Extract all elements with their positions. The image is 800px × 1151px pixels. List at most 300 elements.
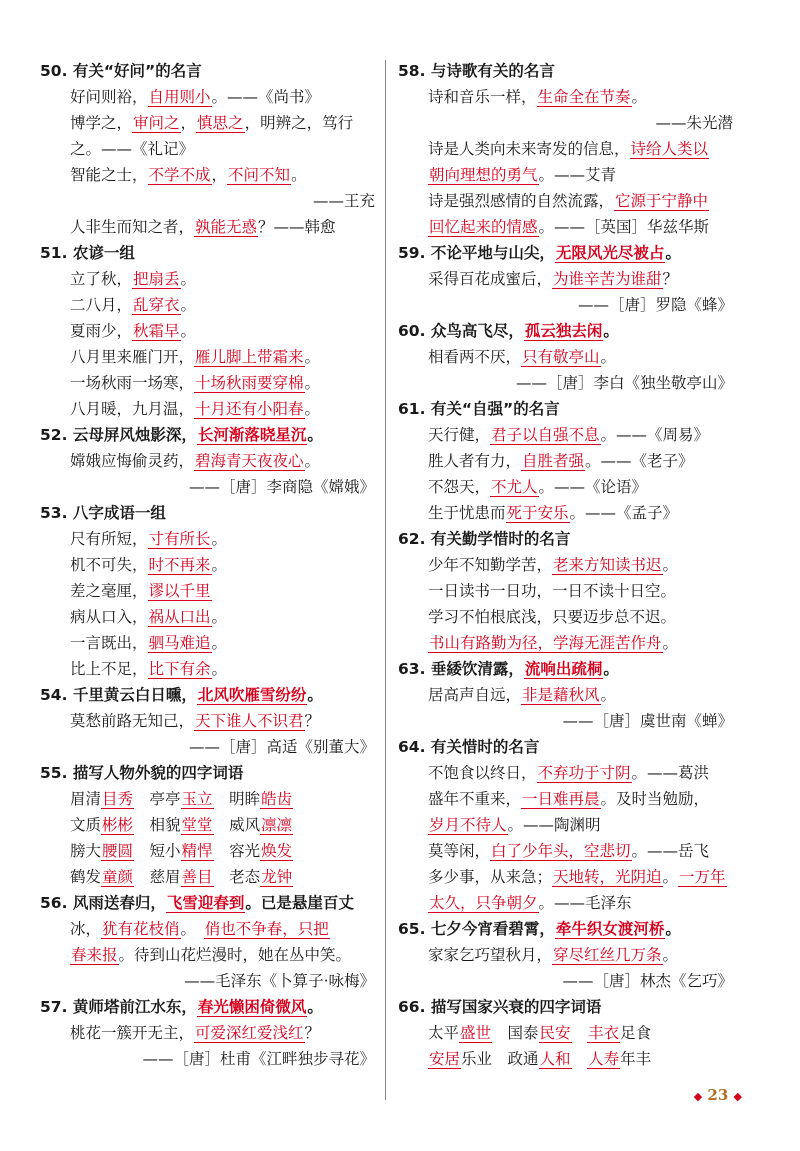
text-segment: 。: [211, 634, 228, 652]
text-line: [398, 838, 733, 864]
text-segment: 机不可失，: [70, 556, 148, 574]
answer-text: 春来报: [71, 946, 118, 964]
text-segment: 。: [307, 426, 323, 444]
text-segment: 。: [600, 686, 617, 704]
text-segment: 不饱食以终日，: [428, 764, 537, 782]
text-segment: 与诗歌有关的名言: [425, 62, 555, 80]
text-segment: 生于忧患而: [428, 504, 506, 522]
text-segment: 云母屏风烛影深，: [67, 426, 197, 444]
answer-text: 安居: [429, 1050, 461, 1068]
text-segment: 。——艾青: [538, 166, 617, 184]
text-line: [40, 760, 375, 786]
text-segment: 不论平地与山尖，: [425, 244, 555, 262]
text-segment: ？: [304, 1024, 321, 1042]
answer-text: 生命全在节奏: [537, 88, 631, 106]
answer-text: 时不再来: [148, 556, 211, 574]
answer-text: 焕发: [261, 842, 293, 860]
text-segment: ——朱光潜: [655, 114, 733, 132]
answer-text: 十月还有小阳春: [195, 400, 304, 418]
text-line: [398, 474, 733, 500]
text-segment: 。: [211, 556, 228, 574]
text-segment: 。: [211, 660, 228, 678]
answer-text: 雁儿脚上带霜来: [195, 348, 304, 366]
text-segment: 。: [211, 608, 228, 626]
answer-text: 牵牛织女渡河桥: [555, 920, 665, 938]
text-line: [40, 578, 375, 604]
text-line: [40, 630, 375, 656]
answer-text: 岁月不待人: [429, 816, 507, 834]
answer-text: 只有敬亭山: [522, 348, 600, 366]
text-line: [40, 838, 375, 864]
answer-text: 寸有所长: [148, 530, 211, 548]
text-segment: 文质: [70, 816, 102, 834]
text-line: [398, 968, 733, 994]
text-line: [398, 136, 733, 162]
text-segment: 众鸟高飞尽，: [425, 322, 524, 340]
text-segment: 八月暖，九月温，: [70, 400, 195, 418]
text-line: [398, 422, 733, 448]
item-number: 50.: [40, 62, 68, 80]
text-line: [398, 1046, 733, 1072]
text-segment: 之。——《礼记》: [70, 140, 195, 158]
item-number: 65.: [398, 920, 426, 938]
text-segment: 。——毛泽东: [538, 894, 632, 912]
text-segment: ，: [211, 166, 228, 184]
text-segment: 冰，: [70, 920, 102, 938]
text-segment: 有关“自强”的名言: [425, 400, 560, 418]
answer-text: 太久，只争朝夕: [429, 894, 538, 912]
text-line: [398, 370, 733, 396]
text-segment: 膀大: [70, 842, 102, 860]
text-segment: 。: [304, 452, 321, 470]
answer-text: 无限风光尽被占: [555, 244, 665, 262]
text-segment: 居高声自远，: [428, 686, 522, 704]
item-number: 61.: [398, 400, 426, 418]
text-segment: 垂緌饮清露，: [425, 660, 524, 678]
text-segment: 差之毫厘，: [70, 582, 148, 600]
text-line: [40, 500, 375, 526]
answer-text: 丰衣: [588, 1024, 620, 1042]
text-line: [398, 916, 733, 942]
text-segment: 尺有所短，: [70, 530, 148, 548]
answer-text: 天地转，光阴迫: [553, 868, 662, 886]
text-line: [40, 942, 375, 968]
text-segment: 。: [662, 556, 679, 574]
text-line: [398, 812, 733, 838]
text-segment: 比上不足，: [70, 660, 148, 678]
text-segment: 少年不知勤学苦，: [428, 556, 553, 574]
text-segment: 七夕今宵看碧霄，: [425, 920, 555, 938]
text-segment: 。: [662, 868, 679, 886]
text-line: [398, 734, 733, 760]
text-line: [40, 370, 375, 396]
text-segment: 有关惜时的名言: [425, 738, 540, 756]
answer-text: 龙钟: [261, 868, 293, 886]
answer-text: 谬以千里: [148, 582, 211, 600]
text-segment: 。待到山花烂漫时，她在丛中笑。: [118, 946, 352, 964]
answer-text: 十场秋雨要穿棉: [195, 374, 304, 392]
text-segment: 一言既出，: [70, 634, 148, 652]
answer-text: 飞雪迎春到: [166, 894, 245, 912]
text-line: [40, 682, 375, 708]
text-segment: 。: [600, 348, 617, 366]
text-segment: 。: [304, 400, 321, 418]
text-line: [40, 188, 375, 214]
answer-text: 驷马难追: [148, 634, 211, 652]
text-line: [398, 682, 733, 708]
text-segment: 有关“好问”的名言: [67, 62, 202, 80]
text-line: [40, 318, 375, 344]
answer-text: 孤云独去闲: [524, 322, 603, 340]
answer-text: 俏也不争春，只把: [204, 920, 329, 938]
text-segment: 。——《论语》: [538, 478, 648, 496]
item-number: 56.: [40, 894, 68, 912]
text-line: [40, 266, 375, 292]
text-segment: [572, 1024, 588, 1042]
text-segment: 莫等闲，: [428, 842, 491, 860]
text-segment: 。: [307, 998, 323, 1016]
text-line: [40, 734, 375, 760]
text-line: [398, 240, 733, 266]
text-segment: 描写人物外貌的四字词语: [67, 764, 244, 782]
answer-text: 诗给人类以: [630, 140, 709, 158]
text-segment: 威风: [213, 816, 261, 834]
text-segment: 。: [603, 322, 619, 340]
text-line: [40, 812, 375, 838]
text-line: [40, 604, 375, 630]
text-segment: 智能之士，: [70, 166, 148, 184]
text-segment: ——王充: [312, 192, 375, 210]
text-segment: ——［唐］罗隐《蜂》: [577, 296, 733, 314]
text-line: [40, 786, 375, 812]
text-line: [40, 474, 375, 500]
answer-text: 书山有路勤为径，学海无涯苦作舟: [429, 634, 662, 652]
answer-text: 玉立: [181, 790, 213, 808]
item-number: 54.: [40, 686, 68, 704]
answer-text: 乱穿衣: [133, 296, 180, 314]
answer-text: 善目: [181, 868, 213, 886]
answer-text: 盛世: [460, 1024, 492, 1042]
text-line: [40, 162, 375, 188]
text-line: [398, 942, 733, 968]
answer-text: 一万年: [679, 868, 726, 886]
text-line: [40, 526, 375, 552]
text-line: [40, 890, 375, 916]
text-segment: 不怨天，: [428, 478, 491, 496]
text-line: [398, 578, 733, 604]
text-line: [398, 786, 733, 812]
answer-text: 君子以自强不息: [491, 426, 600, 444]
text-line: [398, 84, 733, 110]
answer-text: 天下谁人不识君: [195, 712, 304, 730]
answer-text: 秋霜早: [133, 322, 180, 340]
answer-text: 人寿: [588, 1050, 620, 1068]
text-line: [398, 656, 733, 682]
text-segment: 胜人者有力，: [428, 452, 522, 470]
text-line: [398, 214, 733, 240]
text-line: [40, 214, 375, 240]
text-line: [398, 708, 733, 734]
text-segment: 学习不怕根底浅，只要迈步总不迟。: [428, 608, 677, 626]
text-line: [398, 604, 733, 630]
text-line: [398, 994, 733, 1020]
text-segment: ？——韩愈: [258, 218, 336, 236]
text-segment: 。——［英国］华兹华斯: [538, 218, 710, 236]
text-segment: 风雨送春归，: [67, 894, 166, 912]
text-segment: 莫愁前路无知己，: [70, 712, 195, 730]
text-segment: 诗是人类向未来寄发的信息，: [428, 140, 630, 158]
text-line: [398, 292, 733, 318]
text-segment: 鹤发: [70, 868, 102, 886]
text-segment: 博学之，: [70, 114, 133, 132]
text-segment: 。: [304, 374, 321, 392]
answer-text: 回忆起来的情感: [429, 218, 538, 236]
text-segment: 老态: [213, 868, 261, 886]
text-segment: 。——葛洪: [631, 764, 710, 782]
text-segment: ——［唐］杜甫《江畔独步寻花》: [142, 1050, 375, 1068]
text-segment: 农谚一组: [67, 244, 135, 262]
text-line: [398, 58, 733, 84]
answer-text: 不学不成: [148, 166, 211, 184]
text-segment: 。: [665, 920, 681, 938]
answer-text: 比下有余: [148, 660, 211, 678]
answer-text: 把扇丢: [133, 270, 180, 288]
text-segment: ——［唐］高适《别董大》: [188, 738, 375, 756]
item-number: 53.: [40, 504, 68, 522]
item-number: 55.: [40, 764, 68, 782]
text-segment: [572, 1050, 588, 1068]
text-segment: 黄师塔前江水东，: [67, 998, 197, 1016]
answer-text: 可爱深红爱浅红: [195, 1024, 304, 1042]
text-segment: 有关勤学惜时的名言: [425, 530, 571, 548]
answer-text: 人和: [539, 1050, 571, 1068]
text-segment: 。: [304, 348, 321, 366]
answer-text: 不问不知: [228, 166, 291, 184]
text-line: [398, 500, 733, 526]
text-segment: 。——陶渊明: [507, 816, 601, 834]
text-line: [398, 110, 733, 136]
text-segment: 。: [291, 166, 307, 184]
answer-text: 非是藉秋风: [522, 686, 600, 704]
text-line: [40, 916, 375, 942]
answer-text: 童颜: [102, 868, 134, 886]
answer-text: 慎思之: [197, 114, 244, 132]
answer-text: 穿尽红丝几万条: [553, 946, 662, 964]
answer-text: 老来方知读书迟: [553, 556, 662, 574]
diamond-icon: ◆: [693, 1090, 703, 1103]
text-line: [40, 292, 375, 318]
text-line: [40, 1020, 375, 1046]
text-segment: 。: [662, 946, 679, 964]
answer-text: 民安: [539, 1024, 571, 1042]
answer-text: 碧海青天夜夜心: [195, 452, 304, 470]
answer-text: 白了少年头，空悲切: [491, 842, 631, 860]
answer-text: 皓齿: [261, 790, 293, 808]
text-segment: ——［唐］林杰《乞巧》: [562, 972, 733, 990]
text-segment: 慈眉: [134, 868, 181, 886]
text-segment: 眉清: [70, 790, 102, 808]
answer-text: 朝向理想的勇气: [429, 166, 538, 184]
text-segment: ——［唐］李商隐《嫦娥》: [188, 478, 375, 496]
text-line: [40, 422, 375, 448]
text-segment: 诗和音乐一样，: [428, 88, 537, 106]
text-line: [398, 162, 733, 188]
left-column: [40, 58, 375, 1072]
answer-text: 为谁辛苦为谁甜: [553, 270, 662, 288]
answer-text: 堂堂: [181, 816, 213, 834]
column-divider: [385, 60, 386, 1100]
text-segment: 多少事，从来急；: [428, 868, 553, 886]
answer-text: 犹有花枝俏: [102, 920, 180, 938]
text-segment: 。: [662, 634, 679, 652]
text-line: [398, 396, 733, 422]
text-segment: ——毛泽东《卜算子·咏梅》: [184, 972, 375, 990]
text-segment: 八字成语一组: [67, 504, 166, 522]
answer-text: 它源于宁静中: [615, 192, 709, 210]
text-segment: 。: [631, 88, 648, 106]
text-line: [40, 968, 375, 994]
text-segment: 相看两不厌，: [428, 348, 522, 366]
answer-text: 长河渐落晓星沉: [197, 426, 307, 444]
text-segment: ，: [180, 114, 197, 132]
text-segment: 明眸: [213, 790, 261, 808]
text-segment: 嫦娥应悔偷灵药，: [70, 452, 195, 470]
text-segment: 。: [665, 244, 681, 262]
text-line: [40, 58, 375, 84]
text-segment: 一场秋雨一场寒，: [70, 374, 195, 392]
text-segment: 千里黄云白日曛，: [67, 686, 197, 704]
text-segment: ——［唐］李白《独坐敬亭山》: [515, 374, 733, 392]
text-segment: 好问则裕，: [70, 88, 148, 106]
text-segment: 亭亭: [134, 790, 181, 808]
text-segment: 人非生而知之者，: [70, 218, 195, 236]
text-segment: 采得百花成蜜后，: [428, 270, 553, 288]
right-column: [398, 58, 733, 1072]
answer-text: 腰圆: [102, 842, 134, 860]
text-segment: ，明辨之，笃行: [244, 114, 354, 132]
text-segment: 诗是强烈感情的自然流露，: [428, 192, 615, 210]
text-segment: 相貌: [134, 816, 181, 834]
text-line: [398, 1020, 733, 1046]
text-segment: 。——《孟子》: [569, 504, 679, 522]
text-line: [40, 448, 375, 474]
answer-text: 祸从口出: [148, 608, 211, 626]
text-line: [40, 344, 375, 370]
item-number: 66.: [398, 998, 426, 1016]
text-line: [40, 552, 375, 578]
text-line: [40, 994, 375, 1020]
answer-text: 孰能无惑: [195, 218, 258, 236]
text-segment: 一日读书一日功，一日不读十日空。: [428, 582, 677, 600]
text-line: [40, 240, 375, 266]
text-line: [40, 656, 375, 682]
text-segment: 容光: [213, 842, 261, 860]
answer-text: 不弃功于寸阴: [537, 764, 631, 782]
text-segment: 。——《尚书》: [211, 88, 321, 106]
item-number: 57.: [40, 998, 68, 1016]
item-number: 52.: [40, 426, 68, 444]
text-line: [398, 552, 733, 578]
text-line: [398, 318, 733, 344]
page-number-text: 23: [707, 1086, 729, 1104]
answer-text: 自用则小: [148, 88, 211, 106]
text-line: [40, 1046, 375, 1072]
answer-text: 审问之: [133, 114, 180, 132]
answer-text: 不尤人: [491, 478, 538, 496]
text-segment: ？: [304, 712, 321, 730]
text-segment: 。——《周易》: [600, 426, 710, 444]
text-segment: 。: [603, 660, 619, 678]
text-segment: 立了秋，: [70, 270, 133, 288]
answer-text: 凛凛: [261, 816, 293, 834]
answer-text: 北风吹雁雪纷纷: [197, 686, 307, 704]
text-segment: 太平: [428, 1024, 460, 1042]
text-segment: 病从口入，: [70, 608, 148, 626]
text-segment: 。: [180, 920, 204, 938]
text-line: [398, 344, 733, 370]
item-number: 58.: [398, 62, 426, 80]
answer-text: 目秀: [102, 790, 134, 808]
text-segment: 描写国家兴衰的四字词语: [425, 998, 602, 1016]
text-segment: 盛年不重来，: [428, 790, 522, 808]
text-segment: 。: [307, 686, 323, 704]
text-segment: 乐业 政通: [461, 1050, 539, 1068]
item-number: 59.: [398, 244, 426, 262]
text-segment: 天行健，: [428, 426, 491, 444]
text-line: [398, 864, 733, 890]
text-line: [40, 136, 375, 162]
text-line: [40, 110, 375, 136]
text-segment: 。: [180, 296, 197, 314]
answer-text: 流响出疏桐: [524, 660, 603, 678]
text-segment: 短小: [134, 842, 181, 860]
text-segment: 年丰: [620, 1050, 652, 1068]
item-number: 51.: [40, 244, 68, 262]
text-line: [40, 708, 375, 734]
text-line: [40, 396, 375, 422]
text-line: [40, 84, 375, 110]
text-segment: 。: [180, 270, 197, 288]
text-line: [398, 266, 733, 292]
diamond-icon: ◆: [733, 1090, 742, 1103]
text-segment: 夏雨少，: [70, 322, 133, 340]
item-number: 64.: [398, 738, 426, 756]
text-segment: 桃花一簇开无主，: [70, 1024, 195, 1042]
text-line: [398, 890, 733, 916]
text-segment: 。已是悬崖百丈: [245, 894, 354, 912]
text-line: [398, 188, 733, 214]
answer-text: 精悍: [181, 842, 213, 860]
item-number: 60.: [398, 322, 426, 340]
text-segment: 足食: [620, 1024, 652, 1042]
text-line: [398, 630, 733, 656]
page-number: [694, 1086, 742, 1104]
answer-text: 死于安乐: [506, 504, 569, 522]
text-line: [398, 760, 733, 786]
text-segment: ——［唐］虞世南《蝉》: [562, 712, 733, 730]
text-line: [40, 864, 375, 890]
answer-text: 自胜者强: [522, 452, 585, 470]
answer-text: 一日难再晨: [522, 790, 600, 808]
answer-text: 春光懒困倚微风: [197, 998, 307, 1016]
text-segment: 。——岳飞: [631, 842, 710, 860]
text-line: [398, 448, 733, 474]
item-number: 63.: [398, 660, 426, 678]
text-segment: ？: [662, 270, 679, 288]
text-segment: 。: [211, 530, 228, 548]
text-segment: 二八月，: [70, 296, 133, 314]
text-segment: 八月里来雁门开，: [70, 348, 195, 366]
